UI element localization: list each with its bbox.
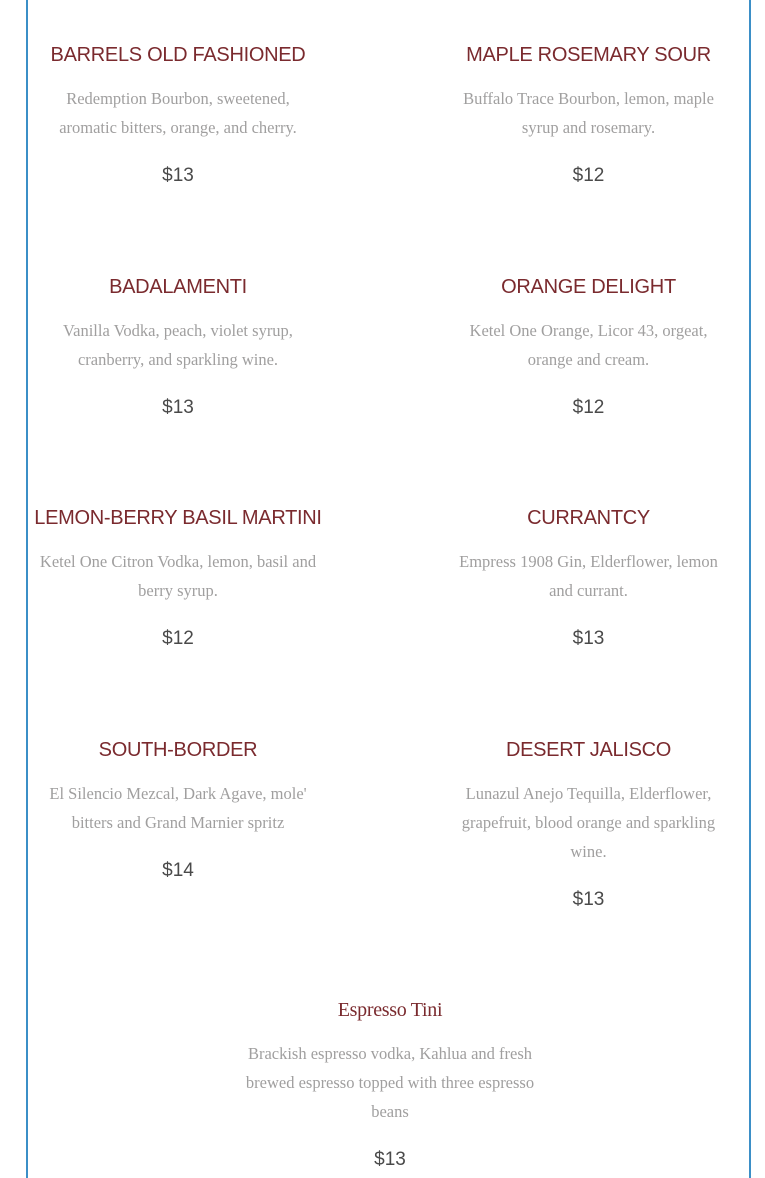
item-name: Espresso Tini	[337, 999, 443, 1021]
item-description: Ketel One Orange, Licor 43, orgeat, orange and cream.	[469, 321, 708, 369]
menu-item	[440, 738, 737, 912]
item-name: BADALAMENTI	[109, 276, 247, 298]
item-description: El Silencio Mezcal, Dark Agave, mole' bitters and Grand Marnier spritz	[49, 784, 307, 832]
item-name: DESERT JALISCO	[505, 739, 672, 761]
item-name: SOUTH-BORDER	[98, 739, 258, 761]
menu-item	[228, 998, 552, 1172]
menu-item	[440, 506, 737, 651]
item-description: Empress 1908 Gin, Elderflower, lemon and currant.	[459, 552, 718, 600]
item-price: $13	[572, 889, 605, 910]
item-description: Lunazul Anejo Tequilla, Elderflower, grapefruit, blood orange and sparkling wine.	[461, 784, 716, 861]
item-price: $14	[162, 860, 194, 881]
menu-item	[440, 43, 737, 188]
item-description: Brackish espresso vodka, Kahlua and fresh brewed espresso topped with three espresso beans	[245, 1044, 535, 1121]
item-name: BARRELS OLD FASHIONED	[50, 44, 306, 66]
menu-item	[28, 43, 328, 188]
item-description: Redemption Bourbon, sweetened, aromatic bitters, orange, and cherry.	[59, 89, 297, 137]
menu-item	[28, 275, 328, 420]
menu-item	[28, 738, 328, 883]
item-name: CURRANTCY	[527, 507, 650, 529]
item-price: $12	[572, 397, 605, 418]
item-price: $12	[572, 165, 605, 186]
item-price: $13	[162, 397, 194, 418]
menu-item	[440, 275, 737, 420]
item-name: MAPLE ROSEMARY SOUR	[466, 44, 711, 66]
item-price: $13	[374, 1149, 406, 1170]
item-name: LEMON-BERRY BASIL MARTINI	[34, 507, 322, 529]
item-price: $13	[572, 628, 605, 649]
item-description: Ketel One Citron Vodka, lemon, basil and berry syrup.	[39, 552, 317, 600]
menu-item	[28, 506, 328, 651]
item-description: Vanilla Vodka, peach, violet syrup, cranberry, and sparkling wine.	[63, 321, 293, 369]
item-name: ORANGE DELIGHT	[501, 276, 676, 298]
item-description: Buffalo Trace Bourbon, lemon, maple syrup and rosemary.	[463, 89, 714, 137]
item-price: $12	[162, 628, 194, 649]
item-price: $13	[162, 165, 194, 186]
